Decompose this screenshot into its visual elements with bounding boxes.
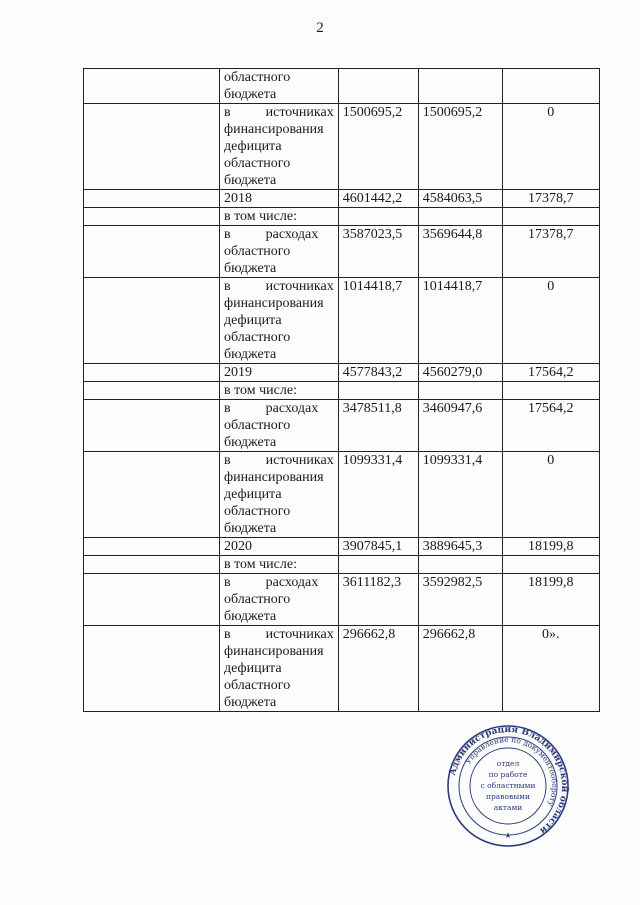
row-label bbox=[220, 226, 339, 278]
row-label-line: финансирования bbox=[224, 296, 324, 311]
empty-first-column-cell bbox=[84, 69, 220, 104]
stamp-inner-text: Управление по документообороту bbox=[463, 734, 560, 808]
table-row bbox=[84, 400, 600, 452]
value-cell-2: 3889645,3 bbox=[418, 538, 502, 556]
value-cell-2 bbox=[418, 556, 502, 574]
empty-first-column-cell bbox=[84, 208, 220, 226]
stamp-outer-text: Администрация Владимирской области bbox=[448, 724, 570, 836]
value-cell-3: 0». bbox=[502, 626, 599, 712]
row-label bbox=[220, 556, 339, 574]
table-row bbox=[84, 208, 600, 226]
value-cell-3 bbox=[502, 556, 599, 574]
budget-table bbox=[83, 68, 600, 712]
empty-first-column-cell bbox=[84, 626, 220, 712]
empty-first-column-cell bbox=[84, 452, 220, 538]
value-cell-1: 4577843,2 bbox=[338, 364, 418, 382]
table-row bbox=[84, 538, 600, 556]
table-row bbox=[84, 556, 600, 574]
value-cell-2: 296662,8 bbox=[418, 626, 502, 712]
row-label-line: финансирования bbox=[224, 470, 324, 485]
row-label bbox=[220, 278, 339, 364]
row-label-line: в источниках bbox=[224, 627, 334, 642]
value-cell-1: 3587023,5 bbox=[338, 226, 418, 278]
empty-first-column-cell bbox=[84, 278, 220, 364]
value-cell-1: 296662,8 bbox=[338, 626, 418, 712]
value-cell-1: 3478511,8 bbox=[338, 400, 418, 452]
row-label-line: областного bbox=[224, 504, 291, 519]
value-cell-3: 0 bbox=[502, 452, 599, 538]
empty-first-column-cell bbox=[84, 538, 220, 556]
table-row bbox=[84, 626, 600, 712]
row-label-line: бюджета bbox=[224, 347, 277, 362]
stamp-center-text bbox=[480, 759, 535, 812]
row-label-line: бюджета bbox=[224, 87, 277, 102]
empty-first-column-cell bbox=[84, 190, 220, 208]
value-cell-2 bbox=[418, 382, 502, 400]
value-cell-1: 1014418,7 bbox=[338, 278, 418, 364]
value-cell-3 bbox=[502, 69, 599, 104]
row-label-line: областного bbox=[224, 418, 291, 433]
row-label-line: в том числе: bbox=[224, 209, 297, 224]
row-label-line: областного bbox=[224, 678, 291, 693]
row-label-line: в расходах bbox=[224, 227, 319, 242]
row-label bbox=[220, 69, 339, 104]
value-cell-2: 3460947,6 bbox=[418, 400, 502, 452]
value-cell-1: 4601442,2 bbox=[338, 190, 418, 208]
row-label-line: бюджета bbox=[224, 521, 277, 536]
value-cell-2 bbox=[418, 69, 502, 104]
value-cell-1 bbox=[338, 382, 418, 400]
row-label-line: финансирования bbox=[224, 122, 324, 137]
svg-text:с областными: с областными bbox=[480, 781, 536, 790]
value-cell-3: 17564,2 bbox=[502, 400, 599, 452]
row-label-line: бюджета bbox=[224, 695, 277, 710]
value-cell-1 bbox=[338, 556, 418, 574]
row-label-line: бюджета bbox=[224, 173, 277, 188]
row-label bbox=[220, 626, 339, 712]
value-cell-1: 3907845,1 bbox=[338, 538, 418, 556]
row-label-line: 2019 bbox=[224, 365, 252, 380]
value-cell-2: 1099331,4 bbox=[418, 452, 502, 538]
row-label bbox=[220, 538, 339, 556]
page-number: 2 bbox=[316, 20, 324, 36]
empty-first-column-cell bbox=[84, 400, 220, 452]
empty-first-column-cell bbox=[84, 226, 220, 278]
svg-text:актами: актами bbox=[493, 803, 523, 812]
row-label-line: в источниках bbox=[224, 279, 334, 294]
row-label bbox=[220, 208, 339, 226]
svg-text:отдел: отдел bbox=[496, 759, 520, 768]
value-cell-1 bbox=[338, 69, 418, 104]
row-label bbox=[220, 190, 339, 208]
row-label bbox=[220, 400, 339, 452]
row-label bbox=[220, 364, 339, 382]
table-row bbox=[84, 278, 600, 364]
row-label-line: в расходах bbox=[224, 575, 319, 590]
value-cell-3: 17378,7 bbox=[502, 226, 599, 278]
row-label-line: в источниках bbox=[224, 453, 334, 468]
value-cell-3: 18199,8 bbox=[502, 574, 599, 626]
value-cell-3: 17378,7 bbox=[502, 190, 599, 208]
table-row bbox=[84, 574, 600, 626]
row-label-line: областного bbox=[224, 70, 291, 85]
row-label bbox=[220, 574, 339, 626]
table-row bbox=[84, 69, 600, 104]
value-cell-2: 1014418,7 bbox=[418, 278, 502, 364]
svg-text:правовыми: правовыми bbox=[485, 792, 531, 801]
row-label-line: дефицита bbox=[224, 139, 282, 154]
value-cell-3 bbox=[502, 208, 599, 226]
row-label bbox=[220, 452, 339, 538]
value-cell-2: 3569644,8 bbox=[418, 226, 502, 278]
empty-first-column-cell bbox=[84, 574, 220, 626]
row-label-line: 2018 bbox=[224, 191, 252, 206]
row-label-line: областного bbox=[224, 244, 291, 259]
table-row bbox=[84, 226, 600, 278]
value-cell-2 bbox=[418, 208, 502, 226]
value-cell-3: 0 bbox=[502, 104, 599, 190]
table-row bbox=[84, 382, 600, 400]
table-row bbox=[84, 104, 600, 190]
value-cell-1: 3611182,3 bbox=[338, 574, 418, 626]
value-cell-2: 3592982,5 bbox=[418, 574, 502, 626]
empty-first-column-cell bbox=[84, 104, 220, 190]
table-row bbox=[84, 452, 600, 538]
value-cell-2: 4560279,0 bbox=[418, 364, 502, 382]
value-cell-2: 1500695,2 bbox=[418, 104, 502, 190]
official-stamp bbox=[446, 724, 570, 848]
row-label-line: в том числе: bbox=[224, 557, 297, 572]
row-label-line: финансирования bbox=[224, 644, 324, 659]
row-label-line: дефицита bbox=[224, 661, 282, 676]
row-label-line: в расходах bbox=[224, 401, 319, 416]
value-cell-3 bbox=[502, 382, 599, 400]
row-label-line: областного bbox=[224, 330, 291, 345]
star-icon: ★ bbox=[504, 831, 512, 840]
row-label-line: областного bbox=[224, 156, 291, 171]
value-cell-2: 4584063,5 bbox=[418, 190, 502, 208]
value-cell-3: 18199,8 bbox=[502, 538, 599, 556]
value-cell-1 bbox=[338, 208, 418, 226]
value-cell-1: 1099331,4 bbox=[338, 452, 418, 538]
svg-text:по работе: по работе bbox=[488, 770, 528, 779]
row-label-line: в том числе: bbox=[224, 383, 297, 398]
row-label-line: в источниках bbox=[224, 105, 334, 120]
value-cell-1: 1500695,2 bbox=[338, 104, 418, 190]
table-row bbox=[84, 364, 600, 382]
row-label-line: бюджета bbox=[224, 261, 277, 276]
row-label-line: бюджета bbox=[224, 435, 277, 450]
row-label-line: 2020 bbox=[224, 539, 252, 554]
row-label bbox=[220, 104, 339, 190]
empty-first-column-cell bbox=[84, 382, 220, 400]
value-cell-3: 0 bbox=[502, 278, 599, 364]
row-label bbox=[220, 382, 339, 400]
value-cell-3: 17564,2 bbox=[502, 364, 599, 382]
table-row bbox=[84, 190, 600, 208]
row-label-line: областного bbox=[224, 592, 291, 607]
row-label-line: дефицита bbox=[224, 487, 282, 502]
empty-first-column-cell bbox=[84, 364, 220, 382]
row-label-line: дефицита bbox=[224, 313, 282, 328]
row-label-line: бюджета bbox=[224, 609, 277, 624]
empty-first-column-cell bbox=[84, 556, 220, 574]
